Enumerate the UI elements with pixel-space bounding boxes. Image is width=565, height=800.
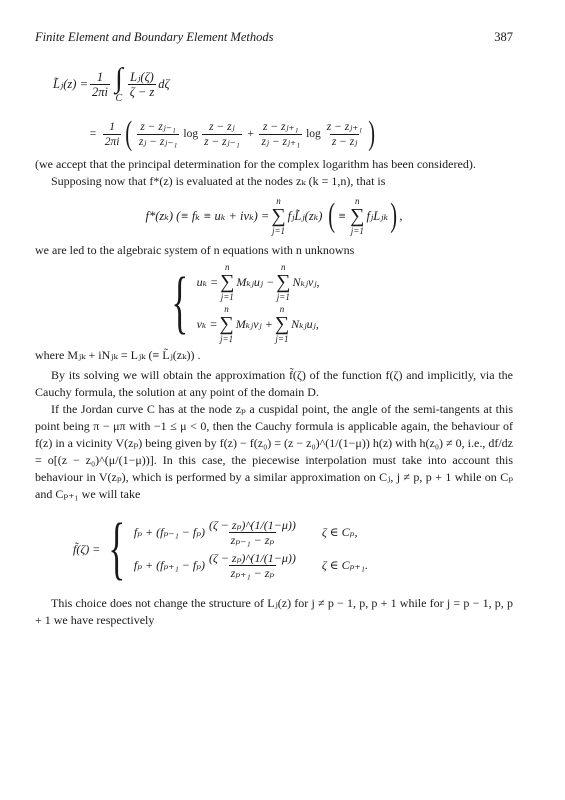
header-title: Finite Element and Boundary Element Methods xyxy=(35,30,274,44)
paragraph-4: where Mⱼₖ + iNⱼₖ = Lⱼₖ (≡ L̃ⱼ(zₖ)) . xyxy=(35,348,201,362)
system-2: f̃(ζ) = { fₚ + (fₚ₋₁ − fₚ) $\frac{\text{(ζ − zₚ)\textasciicircum{}(1/(1−μ))}}{\text{zₚ₋₁ − zₚ}}$ ζ ∈ Cₚ, fₚ + (fₚ₊₁ − fₚ) $\frac{\text{(ζ − zₚ)\textasciicircum{}(1/(1−μ))}}{\text{zₚ₊₁ − zₚ}}$ ζ ∈ Cₚ₊₁. xyxy=(73,510,368,587)
paragraph-5: By its solving we will obtain the approximation f̃(ζ) of the function f(ζ) and implicitly, via the Cauchy formula, the solution at any point of the domain D. xyxy=(35,368,513,399)
eq1-integral: ∫ C xyxy=(115,62,123,104)
eq1-lhs: L̃ⱼ(z) = xyxy=(53,77,89,91)
paragraph-7: This choice does not change the structure of Lⱼ(z) for j ≠ p − 1, p, p + 1 while for j = p − 1, p, p + 1 we have respectively xyxy=(35,596,513,627)
running-header xyxy=(35,30,513,48)
equation-1 xyxy=(35,56,513,112)
eq1-differential: dζ xyxy=(158,76,170,91)
equation-3: f*(zₖ) (≡ fₖ ≡ uₖ + ivₖ) = n ∑ j=1 fⱼL̃ⱼ(zₖ) ( ≡ n ∑ j=1 fⱼLⱼₖ ) , xyxy=(145,196,403,236)
equation-2: = $\frac{1}{2\pi i}$ ( $\frac{\text{z − zⱼ₋₁}}{\text{zⱼ − zⱼ₋₁}}$ log $\frac{\text{z − zⱼ}}{\text{z − zⱼ₋₁}}$ + $\frac{\text{z − zⱼ₊₁}}{\text{zⱼ − zⱼ₊₁}}$ log $\frac{\text{z − zⱼ₊₁}}{\text{z − zⱼ}}$ ) xyxy=(89,115,376,152)
paragraph-6: If the Jordan curve C has at the node zₚ a cuspidal point, the angle of the semi-tangents at this point being π − μπ with −1 ≤ μ < 0, then the Cauchy formula is applicable again, the behaviour of f(z) in a vicinity V(zₚ) being given by f(z) − f(z₀) = (z − z₀)^(1/(1−μ)) h(z) with h(z₀) ≠ 0, i.e., df/dz = o[(z − z₀)^(μ/(1−μ))]. In this case, the piecewise interpolation must take into account this behaviour in V(zₚ), which is performed by a similar approximation on Cⱼ, j ≠ p, p + 1 while on Cₚ and Cₚ₊₁ we will take xyxy=(35,402,513,501)
paragraph-3: we are led to the algebraic system of n equations with n unknowns xyxy=(35,243,355,257)
eq1-coef: $\frac{1}{2\pi i}$ xyxy=(92,69,109,99)
page-number: 387 xyxy=(494,30,513,44)
eq1-integrand: $\frac{\text{Lⱼ(ζ)}}{\zeta - z}$ xyxy=(129,69,155,99)
system-1: { uₖ = n ∑ j=1 Mₖⱼuⱼ − n ∑ j=1 Nₖⱼvⱼ, vₖ = n ∑ j=1 Mₖⱼvⱼ + n ∑ j=1 Nₖⱼuⱼ, xyxy=(171,262,320,344)
paragraph-2: Supposing now that f*(z) is evaluated at the nodes zₖ (k = 1,n), that is xyxy=(51,174,386,188)
page xyxy=(35,30,513,629)
paragraph-1: (we accept that the principal determination for the complex logarithm has been considered). xyxy=(35,157,476,171)
